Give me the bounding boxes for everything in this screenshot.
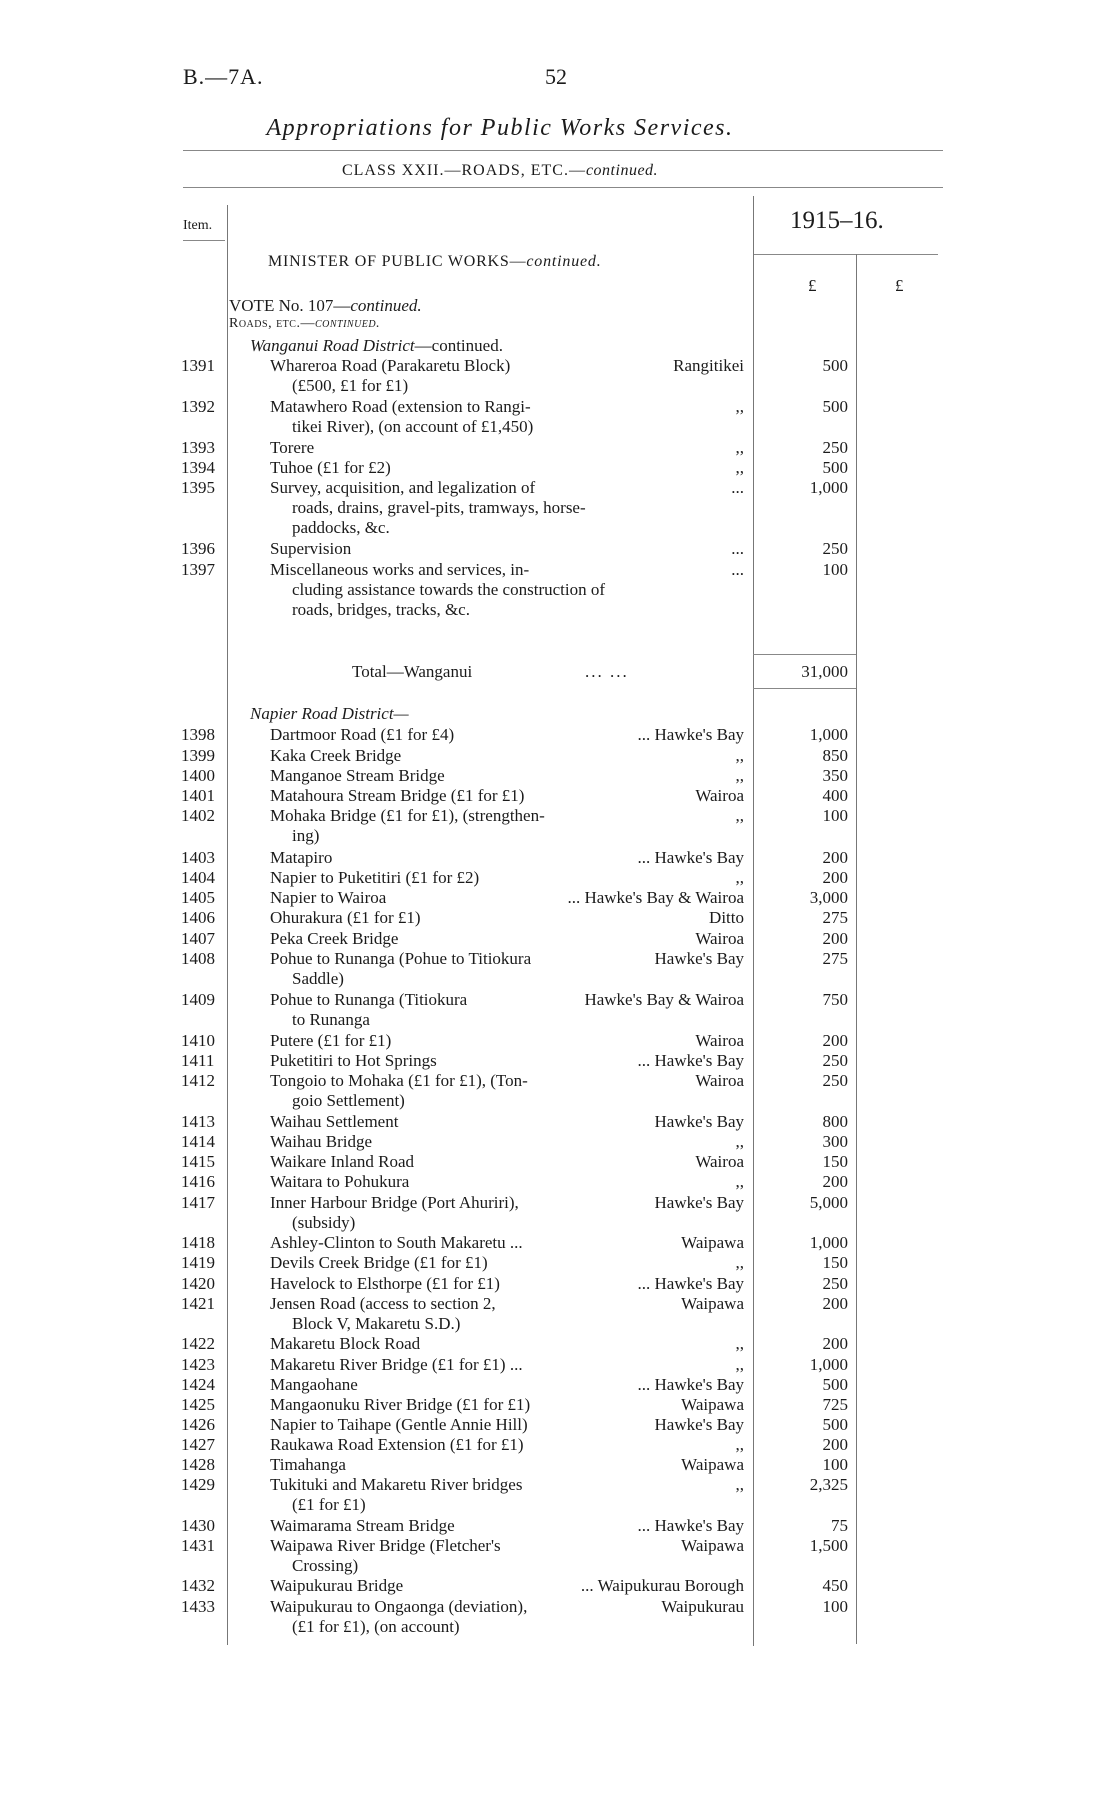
item-description-line: Mangaonuku River Bridge (£1 for £1) bbox=[270, 1395, 531, 1414]
item-description-line: Matahoura Stream Bridge (£1 for £1) bbox=[270, 786, 525, 805]
item-locality: ... bbox=[731, 478, 744, 497]
item-amount: 1,000 bbox=[809, 478, 848, 497]
item-description-line: Timahanga bbox=[270, 1455, 346, 1474]
item-number: 1427 bbox=[181, 1435, 215, 1454]
item-description-line: Matawhero Road (extension to Rangi- bbox=[270, 397, 531, 416]
item-number: 1394 bbox=[181, 458, 215, 477]
item-amount: 850 bbox=[822, 746, 848, 765]
item-description bbox=[270, 725, 620, 745]
item-amount: 100 bbox=[822, 1597, 848, 1616]
item-number: 1398 bbox=[181, 725, 215, 744]
item-number: 1425 bbox=[181, 1395, 215, 1414]
item-description-line: Manganoe Stream Bridge bbox=[270, 766, 445, 785]
amount-column-rule-left bbox=[753, 196, 754, 1646]
wanganui-total-amount: 31,000 bbox=[801, 662, 848, 681]
item-number: 1397 bbox=[181, 560, 215, 579]
item-number: 1412 bbox=[181, 1071, 215, 1090]
item-description bbox=[270, 1031, 620, 1051]
item-amount: 500 bbox=[822, 1415, 848, 1434]
item-description-line: Waipukurau to Ongaonga (deviation), bbox=[270, 1597, 528, 1616]
item-description bbox=[270, 929, 620, 949]
wanganui-district-heading bbox=[250, 336, 503, 356]
item-locality: ... Hawke's Bay bbox=[637, 725, 744, 744]
item-description-line: Putere (£1 for £1) bbox=[270, 1031, 392, 1050]
item-description bbox=[270, 1475, 620, 1515]
item-description bbox=[270, 766, 620, 786]
item-description-line: Matapiro bbox=[270, 848, 333, 867]
item-description-continued: to Runanga bbox=[292, 1010, 370, 1029]
item-description-line: Ohurakura (£1 for £1) bbox=[270, 908, 421, 927]
item-description-continued: roads, drains, gravel-pits, tramways, horse-paddocks, &c. bbox=[292, 498, 586, 537]
item-amount: 1,000 bbox=[809, 725, 848, 744]
item-amount: 200 bbox=[822, 868, 848, 887]
item-locality: Wairoa bbox=[695, 1031, 744, 1050]
item-description-line: Waipawa River Bridge (Fletcher's bbox=[270, 1536, 501, 1555]
item-locality: Wairoa bbox=[695, 929, 744, 948]
item-description-line: Pohue to Runanga (Titiokura bbox=[270, 990, 468, 1009]
item-locality: ,, bbox=[735, 1475, 744, 1494]
item-amount: 250 bbox=[822, 1274, 848, 1293]
item-description bbox=[270, 1395, 620, 1415]
item-description-line: Waitara to Pohukura bbox=[270, 1172, 410, 1191]
item-locality: ... bbox=[731, 560, 744, 579]
item-description-line: Devils Creek Bridge (£1 for £1) bbox=[270, 1253, 488, 1272]
item-description-line: Waihau Bridge bbox=[270, 1132, 373, 1151]
item-description bbox=[270, 1274, 620, 1294]
item-number: 1407 bbox=[181, 929, 215, 948]
wanganui-heading-text: Wanganui Road District bbox=[250, 336, 415, 355]
page-title: Appropriations for Public Works Services. bbox=[266, 115, 734, 141]
item-locality: Hawke's Bay bbox=[654, 1112, 744, 1131]
item-description bbox=[270, 1516, 620, 1536]
item-description bbox=[270, 786, 620, 806]
item-number: 1433 bbox=[181, 1597, 215, 1616]
item-description bbox=[270, 1152, 620, 1172]
item-description-line: Ashley-Clinton to South Makaretu ... bbox=[270, 1233, 523, 1252]
item-locality: ,, bbox=[735, 1172, 744, 1191]
item-description bbox=[270, 1172, 620, 1192]
item-locality: ,, bbox=[735, 1132, 744, 1151]
item-number: 1423 bbox=[181, 1355, 215, 1374]
item-description bbox=[270, 1597, 620, 1637]
item-description-continued: cluding assistance towards the construction of roads, bridges, tracks, &c. bbox=[292, 580, 606, 619]
item-description bbox=[270, 1415, 620, 1435]
item-header-rule bbox=[183, 240, 225, 241]
item-description bbox=[270, 1536, 620, 1576]
item-number: 1404 bbox=[181, 868, 215, 887]
item-number: 1400 bbox=[181, 766, 215, 785]
item-number: 1392 bbox=[181, 397, 215, 416]
item-description-line: Tongoio to Mohaka (£1 for £1), (Ton- bbox=[270, 1071, 528, 1090]
item-number: 1421 bbox=[181, 1294, 215, 1313]
item-locality: ... bbox=[731, 539, 744, 558]
item-description bbox=[270, 1455, 620, 1475]
item-description bbox=[270, 1112, 620, 1132]
item-description-continued: ing) bbox=[292, 826, 320, 845]
item-amount: 250 bbox=[822, 539, 848, 558]
item-number: 1419 bbox=[181, 1253, 215, 1272]
item-description-line: Makaretu River Bridge (£1 for £1) ... bbox=[270, 1355, 523, 1374]
minister-cont: continued. bbox=[526, 253, 602, 270]
item-description-line: Puketitiri to Hot Springs bbox=[270, 1051, 437, 1070]
item-number: 1399 bbox=[181, 746, 215, 765]
item-amount: 1,000 bbox=[809, 1355, 848, 1374]
item-description-continued: (subsidy) bbox=[292, 1213, 356, 1232]
item-description-line: Napier to Puketitiri (£1 for £2) bbox=[270, 868, 480, 887]
item-locality: Waipawa bbox=[681, 1233, 744, 1252]
item-description-line: Havelock to Elsthorpe (£1 for £1) bbox=[270, 1274, 500, 1293]
wanganui-heading-cont: —continued. bbox=[414, 336, 503, 355]
item-description bbox=[270, 806, 620, 846]
item-description-continued: (£1 for £1), (on account) bbox=[292, 1617, 460, 1636]
item-amount: 100 bbox=[822, 560, 848, 579]
item-locality: Waipawa bbox=[681, 1536, 744, 1555]
item-description-line: Kaka Creek Bridge bbox=[270, 746, 402, 765]
item-amount: 100 bbox=[822, 806, 848, 825]
item-description bbox=[270, 1294, 620, 1334]
item-number: 1408 bbox=[181, 949, 215, 968]
item-amount: 400 bbox=[822, 786, 848, 805]
title-rule bbox=[183, 150, 943, 151]
item-locality: ... Hawke's Bay & Wairoa bbox=[567, 888, 744, 907]
item-description-line: Tukituki and Makaretu River bridges bbox=[270, 1475, 523, 1494]
item-description-line: Torere bbox=[270, 438, 315, 457]
item-description-line: Waihau Settlement bbox=[270, 1112, 399, 1131]
item-column-header: Item. bbox=[183, 218, 213, 233]
class-rule bbox=[183, 187, 943, 188]
item-amount: 800 bbox=[822, 1112, 848, 1131]
item-locality: ... Hawke's Bay bbox=[637, 1375, 744, 1394]
item-description bbox=[270, 1253, 620, 1273]
document-reference: B.—7A. bbox=[183, 64, 264, 89]
item-amount: 200 bbox=[822, 1435, 848, 1454]
item-locality: Hawke's Bay bbox=[654, 1415, 744, 1434]
item-amount: 250 bbox=[822, 438, 848, 457]
item-locality: Wairoa bbox=[695, 786, 744, 805]
item-number: 1418 bbox=[181, 1233, 215, 1252]
item-description-continued: (£1 for £1) bbox=[292, 1495, 366, 1514]
item-description-line: Napier to Wairoa bbox=[270, 888, 387, 907]
item-description-continued: goio Settlement) bbox=[292, 1091, 405, 1110]
item-description bbox=[270, 356, 620, 396]
item-amount: 500 bbox=[822, 397, 848, 416]
item-amount: 250 bbox=[822, 1071, 848, 1090]
total-rule-top bbox=[753, 654, 856, 655]
item-number: 1431 bbox=[181, 1536, 215, 1555]
item-locality: ,, bbox=[735, 1334, 744, 1353]
item-description-line: Survey, acquisition, and legalization of bbox=[270, 478, 536, 497]
item-description-line: Supervision bbox=[270, 539, 352, 558]
item-amount: 275 bbox=[822, 949, 848, 968]
item-locality: ... Waipukurau Borough bbox=[580, 1576, 744, 1595]
item-amount: 250 bbox=[822, 1051, 848, 1070]
item-amount: 450 bbox=[822, 1576, 848, 1595]
item-description-line: Peka Creek Bridge bbox=[270, 929, 399, 948]
item-locality: ... Hawke's Bay bbox=[637, 1516, 744, 1535]
item-description-line: Miscellaneous works and services, in- bbox=[270, 560, 530, 579]
item-description bbox=[270, 848, 620, 868]
pound-column-1: £ bbox=[808, 276, 817, 295]
wanganui-total-dots: ... ... bbox=[585, 662, 629, 681]
item-locality: Rangitikei bbox=[673, 356, 744, 375]
item-locality: ... Hawke's Bay bbox=[637, 1051, 744, 1070]
item-number: 1393 bbox=[181, 438, 215, 457]
item-description bbox=[270, 746, 620, 766]
item-description bbox=[270, 397, 620, 437]
year-rule bbox=[753, 254, 938, 255]
item-locality: ,, bbox=[735, 458, 744, 477]
item-number: 1402 bbox=[181, 806, 215, 825]
item-description-line: Jensen Road (access to section 2, bbox=[270, 1294, 496, 1313]
item-number: 1406 bbox=[181, 908, 215, 927]
item-amount: 75 bbox=[831, 1516, 848, 1535]
item-locality: ,, bbox=[735, 746, 744, 765]
item-number: 1411 bbox=[181, 1051, 215, 1070]
item-locality: Ditto bbox=[709, 908, 744, 927]
item-locality: ,, bbox=[735, 806, 744, 825]
item-column-rule bbox=[227, 205, 228, 1645]
item-description bbox=[270, 1435, 620, 1455]
item-description-line: Pohue to Runanga (Pohue to Titiokura bbox=[270, 949, 532, 968]
item-locality: Hawke's Bay & Wairoa bbox=[584, 990, 744, 1009]
item-description bbox=[270, 1334, 620, 1354]
item-number: 1416 bbox=[181, 1172, 215, 1191]
item-description-line: Dartmoor Road (£1 for £4) bbox=[270, 725, 455, 744]
minister-name: MINISTER OF PUBLIC WORKS— bbox=[268, 253, 527, 270]
item-locality: ... Hawke's Bay bbox=[637, 848, 744, 867]
page-number: 52 bbox=[545, 64, 567, 89]
item-number: 1396 bbox=[181, 539, 215, 558]
item-description-line: Makaretu Block Road bbox=[270, 1334, 421, 1353]
roads-cont: continued. bbox=[314, 316, 381, 331]
item-description bbox=[270, 1375, 620, 1395]
item-number: 1420 bbox=[181, 1274, 215, 1293]
item-amount: 200 bbox=[822, 929, 848, 948]
item-amount: 1,000 bbox=[809, 1233, 848, 1252]
item-description bbox=[270, 478, 620, 538]
item-locality: Waipukurau bbox=[661, 1597, 744, 1616]
item-description-line: Inner Harbour Bridge (Port Ahuriri), bbox=[270, 1193, 519, 1212]
item-description bbox=[270, 458, 620, 478]
item-amount: 200 bbox=[822, 1294, 848, 1313]
item-locality: Hawke's Bay bbox=[654, 949, 744, 968]
item-amount: 1,500 bbox=[809, 1536, 848, 1555]
amount-column-rule-right bbox=[856, 254, 857, 1644]
item-description bbox=[270, 949, 620, 989]
item-description-line: Tuhoe (£1 for £2) bbox=[270, 458, 391, 477]
item-amount: 200 bbox=[822, 1031, 848, 1050]
item-number: 1401 bbox=[181, 786, 215, 805]
item-description-line: Whareroa Road (Parakaretu Block) bbox=[270, 356, 511, 375]
item-description bbox=[270, 1193, 620, 1233]
item-description-line: Mohaka Bridge (£1 for £1), (strengthen- bbox=[270, 806, 545, 825]
item-locality: ,, bbox=[735, 766, 744, 785]
item-amount: 725 bbox=[822, 1395, 848, 1414]
minister-heading bbox=[268, 253, 602, 271]
item-number: 1403 bbox=[181, 848, 215, 867]
item-locality: ,, bbox=[735, 1435, 744, 1454]
item-number: 1413 bbox=[181, 1112, 215, 1131]
item-description bbox=[270, 560, 620, 620]
item-number: 1417 bbox=[181, 1193, 215, 1212]
total-rule-bottom bbox=[753, 688, 856, 689]
wanganui-total-label: Total—Wanganui bbox=[352, 662, 473, 681]
item-description bbox=[270, 1071, 620, 1111]
item-amount: 150 bbox=[822, 1152, 848, 1171]
item-description-continued: Saddle) bbox=[292, 969, 344, 988]
class-heading-cont: continued. bbox=[585, 162, 659, 179]
item-locality: Waipawa bbox=[681, 1455, 744, 1474]
item-description bbox=[270, 990, 620, 1030]
item-description bbox=[270, 868, 620, 888]
item-amount: 500 bbox=[822, 1375, 848, 1394]
item-number: 1391 bbox=[181, 356, 215, 375]
item-description-line: Napier to Taihape (Gentle Annie Hill) bbox=[270, 1415, 528, 1434]
item-amount: 3,000 bbox=[809, 888, 848, 907]
vote-name: VOTE No. 107— bbox=[229, 296, 351, 315]
item-number: 1430 bbox=[181, 1516, 215, 1535]
item-description bbox=[270, 1233, 620, 1253]
item-number: 1432 bbox=[181, 1576, 215, 1595]
vote-cont: continued. bbox=[350, 296, 422, 315]
item-amount: 2,325 bbox=[809, 1475, 848, 1494]
item-amount: 200 bbox=[822, 848, 848, 867]
item-amount: 275 bbox=[822, 908, 848, 927]
roads-name: Roads, etc.— bbox=[229, 316, 315, 331]
roads-heading bbox=[229, 316, 380, 332]
item-locality: ,, bbox=[735, 1355, 744, 1374]
item-locality: Waipawa bbox=[681, 1294, 744, 1313]
item-locality: ,, bbox=[735, 397, 744, 416]
item-locality: Hawke's Bay bbox=[654, 1193, 744, 1212]
item-amount: 150 bbox=[822, 1253, 848, 1272]
vote-heading bbox=[229, 296, 422, 316]
item-number: 1395 bbox=[181, 478, 215, 497]
napier-district-heading: Napier Road District— bbox=[250, 704, 409, 723]
item-locality: ,, bbox=[735, 1253, 744, 1272]
item-locality: ,, bbox=[735, 438, 744, 457]
item-amount: 100 bbox=[822, 1455, 848, 1474]
item-amount: 500 bbox=[822, 356, 848, 375]
item-number: 1429 bbox=[181, 1475, 215, 1494]
item-description-line: Waimarama Stream Bridge bbox=[270, 1516, 455, 1535]
item-amount: 300 bbox=[822, 1132, 848, 1151]
item-description bbox=[270, 1051, 620, 1071]
pound-column-2: £ bbox=[895, 276, 904, 295]
item-number: 1426 bbox=[181, 1415, 215, 1434]
item-description-line: Raukawa Road Extension (£1 for £1) bbox=[270, 1435, 524, 1454]
item-number: 1415 bbox=[181, 1152, 215, 1171]
item-description-line: Mangaohane bbox=[270, 1375, 358, 1394]
item-number: 1410 bbox=[181, 1031, 215, 1050]
item-number: 1414 bbox=[181, 1132, 215, 1151]
item-description bbox=[270, 539, 620, 559]
item-description bbox=[270, 1355, 620, 1375]
item-description bbox=[270, 438, 620, 458]
item-description bbox=[270, 908, 620, 928]
item-description-line: Waipukurau Bridge bbox=[270, 1576, 404, 1595]
item-amount: 500 bbox=[822, 458, 848, 477]
item-number: 1428 bbox=[181, 1455, 215, 1474]
item-number: 1424 bbox=[181, 1375, 215, 1394]
item-description-continued: (£500, £1 for £1) bbox=[292, 376, 409, 395]
item-number: 1409 bbox=[181, 990, 215, 1009]
item-locality: ... Hawke's Bay bbox=[637, 1274, 744, 1293]
year-header: 1915–16. bbox=[790, 207, 884, 234]
item-description-continued: Crossing) bbox=[292, 1556, 359, 1575]
item-locality: ,, bbox=[735, 868, 744, 887]
item-amount: 200 bbox=[822, 1334, 848, 1353]
item-locality: Wairoa bbox=[695, 1152, 744, 1171]
item-number: 1405 bbox=[181, 888, 215, 907]
class-heading-main: CLASS XXII.—ROADS, ETC.— bbox=[341, 162, 586, 179]
item-description bbox=[270, 1576, 620, 1596]
class-heading bbox=[0, 162, 1000, 180]
item-locality: Waipawa bbox=[681, 1395, 744, 1414]
item-amount: 200 bbox=[822, 1172, 848, 1191]
item-amount: 5,000 bbox=[809, 1193, 848, 1212]
item-number: 1422 bbox=[181, 1334, 215, 1353]
item-description-continued: tikei River), (on account of £1,450) bbox=[292, 417, 534, 436]
item-locality: Wairoa bbox=[695, 1071, 744, 1090]
item-amount: 750 bbox=[822, 990, 848, 1009]
item-description-line: Waikare Inland Road bbox=[270, 1152, 415, 1171]
item-description bbox=[270, 1132, 620, 1152]
item-amount: 350 bbox=[822, 766, 848, 785]
item-description-continued: Block V, Makaretu S.D.) bbox=[292, 1314, 461, 1333]
